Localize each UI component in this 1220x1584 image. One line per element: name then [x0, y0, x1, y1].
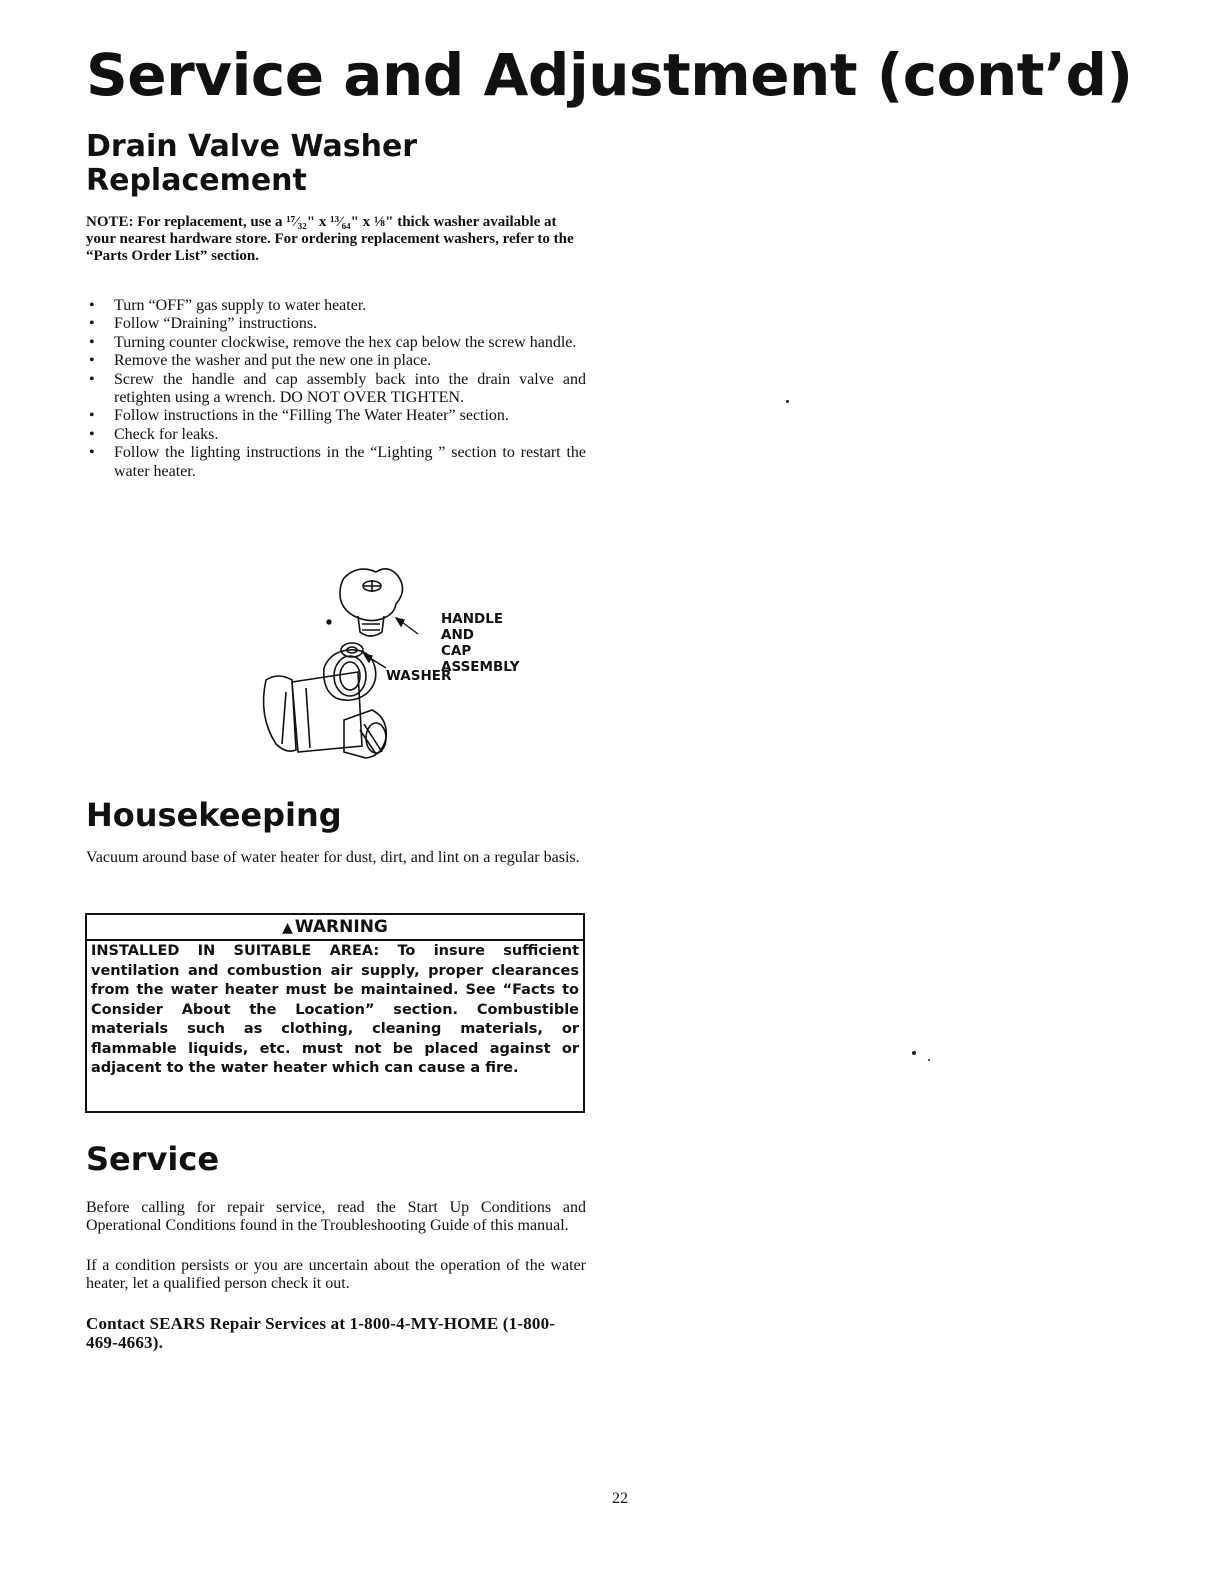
valve-outlet	[344, 710, 386, 758]
list-item: • Turn “OFF” gas supply to water heater.	[86, 297, 586, 315]
contact-info: Contact SEARS Repair Services at 1-800-4-MY-HOME (1-800-469-4663).	[86, 1314, 556, 1352]
section-heading-service: Service	[86, 1140, 220, 1178]
page-title: Service and Adjustment (cont’d)	[86, 41, 1133, 109]
warning-title	[87, 915, 583, 941]
warning-title-text: WARNING	[294, 917, 388, 937]
list-item: • Follow “Draining” instructions.	[86, 315, 586, 333]
replacement-note: NOTE: For replacement, use a ¹⁷⁄₃₂" x ¹³⁄₆₄" x ⅛" thick washer available at your nearest hardware store. For ordering replacement washers, refer to the “Parts Order List” section.	[86, 214, 574, 264]
callout-handle-and-cap: HANDLE AND CAP ASSEMBLY	[441, 611, 520, 675]
scan-speck	[928, 1059, 930, 1061]
page-number: 22	[612, 1490, 628, 1507]
list-item: • Follow the lighting instructions in the “Lighting ” section to restart the water heater.	[86, 444, 586, 481]
scan-speck	[912, 1051, 916, 1055]
list-item: • Screw the handle and cap assembly back into the drain valve and retighten using a wrench. DO NOT OVER TIGHTEN.	[86, 371, 586, 408]
list-item: • Turning counter clockwise, remove the hex cap below the screw handle.	[86, 334, 586, 352]
section-heading-drain-valve: Drain Valve Washer Replacement	[86, 129, 418, 198]
warning-body: INSTALLED IN SUITABLE AREA: To insure sufficient ventilation and combustion air supply, proper clearances from the water heater must be maintained. See “Facts to Consider About the Location” section. Combustible materials such as clothing, cleaning materials, or flammable liquids, etc. must not be placed against or adjacent to the water heater which can cause a fire.	[91, 943, 579, 1076]
list-item: • Follow instructions in the “Filling The Water Heater” section.	[86, 407, 586, 425]
list-item: • Remove the washer and put the new one in place.	[86, 352, 586, 370]
section-heading-housekeeping: Housekeeping	[86, 796, 342, 834]
warning-triangle-icon: ▲	[282, 920, 293, 936]
drain-valve-steps	[86, 297, 586, 481]
warning-box	[85, 913, 585, 1113]
list-item: • Check for leaks.	[86, 426, 586, 444]
service-paragraph: If a condition persists or you are uncertain about the operation of the water heater, let a qualified person check it out.	[86, 1257, 586, 1292]
handle-knob	[340, 569, 403, 621]
housekeeping-text: Vacuum around base of water heater for dust, dirt, and lint on a regular basis.	[86, 849, 580, 866]
callout-washer: WASHER	[386, 668, 452, 684]
valve-body	[264, 676, 296, 751]
scan-speck	[786, 400, 789, 403]
service-paragraph: Before calling for repair service, read the Start Up Conditions and Operational Conditions found in the Troubleshooting Guide of this manual.	[86, 1199, 586, 1234]
